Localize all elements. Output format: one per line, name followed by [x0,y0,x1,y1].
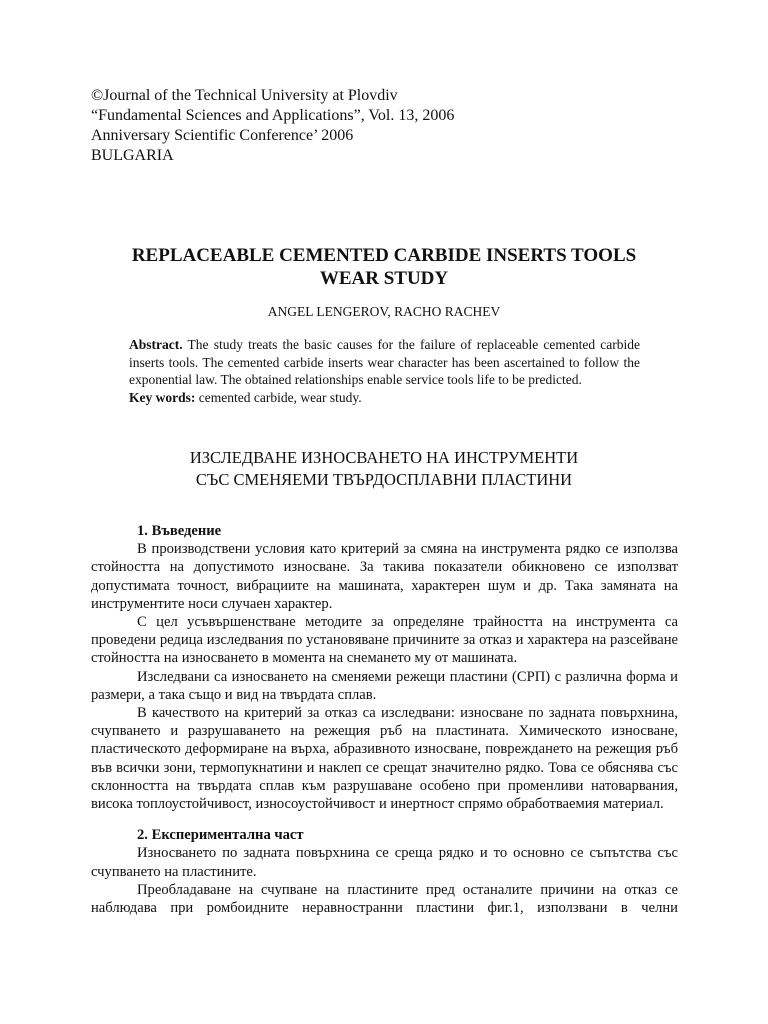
bulgarian-title [60,447,708,491]
section-1-paragraph-3: Изследвани са износването на сменяеми режещи пластини (СРП) с различна форма и размери, а така също и вид на твърдата сплав. [91,668,678,703]
abstract-block [129,336,640,406]
abstract-label: Abstract. [129,337,183,352]
paper-title-line-2: WEAR STUDY [319,268,449,289]
keywords-label: Key words: [129,389,196,405]
journal-line-2: “Fundamental Sciences and Applications”, Vol. 13, 2006 [91,107,455,124]
keywords-line [129,389,640,407]
section-1-heading: 1. Въведение [137,523,222,539]
abstract-paragraph [129,336,640,389]
journal-line-1: ©Journal of the Technical University at Plovdiv [91,87,398,104]
paper-title [60,244,708,290]
journal-header [91,86,454,166]
section-2-heading: 2. Експериментална част [137,827,304,844]
section-1-paragraph-1: В производствени условия като критерий за смяна на инструмента рядко се използва стойността на допустимото износване. За такива показатели обикновено се използват допустимата точност, вибрациите на машината, характерен шум и др. Така замяната на инструментите носи случаен характер. [91,541,678,612]
abstract-text: The study treats the basic causes for the failure of replaceable cemented carbide inserts tools. The cemented carbide inserts wear character has been ascertained to follow the exponential law. The obtained relationships enable service tools life to be predicted. [129,337,640,387]
section-1-paragraph-2: С цел усъвършенстване методите за определяне трайността на инструмента са проведени редица изследвания по установяване причините за отказ и характера на разсейване стойността на износването в момента на снемането му от машината. [91,614,678,667]
bulgarian-title-line-2: СЪС СМЕНЯЕМИ ТВЪРДОСПЛАВНИ ПЛАСТИНИ [195,470,573,489]
section-1-paragraph-4: В качеството на критерий за отказ са изследвани: износване по задната повърхнина, счупването и разрушаването на режещия ръб на пластината. Химическото износване, пластическото деформиране на върха, абразивното износване, повреждането на режещия ръб във всички зони, термопукнатини и наклеп се срещат значително рядко. Това се обяснява със склонността на твърдата сплав към разрушаване особено при променливи натоварвания, висока топлоустойчивост, износоустойчивост и инертност спрямо обработваемия материал. [91,705,678,813]
journal-line-3: Anniversary Scientific Conference’ 2006 [91,127,354,144]
keywords-text: cemented carbide, wear study. [198,389,362,405]
body-text [91,522,678,917]
section-gap [91,813,678,826]
paper-authors: ANGEL LENGEROV, RACHO RACHEV [267,304,501,319]
journal-line-4: BULGARIA [91,147,174,164]
section-2-paragraph-1: Износването по задната повърхнина се среща рядко и то основно се съпътства със счупването на пластините. [91,845,678,880]
bulgarian-title-line-1: ИЗСЛЕДВАНЕ ИЗНОСВАНЕТО НА ИНСТРУМЕНТИ [189,448,579,467]
section-2-paragraph-2: Преобладаване на счупване на пластините пред останалите причини на отказ се наблюдава при ромбоидните неравностранни пластини фиг.1, използвани в челни [91,881,678,917]
paper-title-line-1: REPLACEABLE CEMENTED CARBIDE INSERTS TOOLS [131,245,637,266]
